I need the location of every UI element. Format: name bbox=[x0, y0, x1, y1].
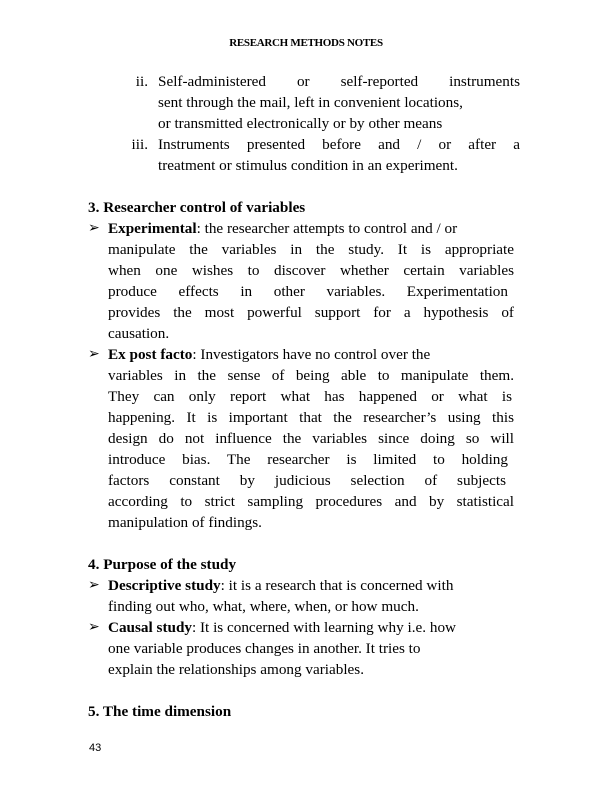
bullet-term: Descriptive study bbox=[108, 577, 221, 594]
bullet-line: happening. It is important that the researcher’s using this bbox=[108, 409, 514, 426]
bullet-term: Ex post facto bbox=[108, 346, 193, 363]
bullet-term: Experimental bbox=[108, 220, 197, 237]
bullet-first-line bbox=[108, 344, 430, 365]
running-header: RESEARCH METHODS NOTES bbox=[229, 37, 383, 49]
bullet-line: explain the relationships among variables. bbox=[108, 661, 365, 678]
list-item-line: Self-administered or self-reported instruments bbox=[158, 73, 520, 90]
bullet-text: : It is concerned with learning why i.e. how bbox=[191, 619, 457, 636]
bullet-line: one variable produces changes in another. It tries to bbox=[108, 640, 421, 657]
section-heading: 4. Purpose of the study bbox=[88, 556, 237, 573]
bullet-text: : Investigators have no control over the bbox=[192, 346, 431, 363]
bullet-line: produce effects in other variables. Experimentation bbox=[108, 283, 508, 300]
bullet-first-line bbox=[108, 617, 456, 638]
bullet-line: introduce bias. The researcher is limited to holding bbox=[108, 451, 508, 468]
bullet-line: when one wishes to discover whether certain variables bbox=[108, 262, 514, 279]
list-numeral: iii. bbox=[131, 136, 148, 153]
list-item-line: sent through the mail, left in convenient locations, bbox=[158, 94, 463, 111]
bullet-line: manipulation of findings. bbox=[108, 514, 262, 531]
bullet-line: finding out who, what, where, when, or how much. bbox=[108, 598, 419, 615]
list-item-line: or transmitted electronically or by other means bbox=[158, 115, 443, 132]
bullet-first-line bbox=[108, 575, 453, 596]
bullet-line: according to strict sampling procedures and by statistical bbox=[108, 493, 514, 510]
bullet-line: factors constant by judicious selection of subjects bbox=[108, 472, 506, 489]
bullet-arrow-icon: ➢ bbox=[88, 347, 100, 362]
bullet-term: Causal study bbox=[108, 619, 192, 636]
bullet-line: They can only report what has happened or what is bbox=[108, 388, 512, 405]
section-heading: 5. The time dimension bbox=[88, 703, 232, 720]
bullet-line: design do not influence the variables since doing so will bbox=[108, 430, 514, 447]
section-heading: 3. Researcher control of variables bbox=[88, 199, 306, 216]
bullet-line: provides the most powerful support for a hypothesis of bbox=[108, 304, 514, 321]
bullet-line: causation. bbox=[108, 325, 170, 342]
bullet-line: manipulate the variables in the study. It is appropriate bbox=[108, 241, 514, 258]
list-item-line: treatment or stimulus condition in an experiment. bbox=[158, 157, 458, 174]
bullet-text: : it is a research that is concerned with bbox=[220, 577, 454, 594]
bullet-text: : the researcher attempts to control and / or bbox=[196, 220, 458, 237]
bullet-arrow-icon: ➢ bbox=[88, 620, 100, 635]
list-numeral: ii. bbox=[135, 73, 148, 90]
bullet-line: variables in the sense of being able to manipulate them. bbox=[108, 367, 514, 384]
bullet-arrow-icon: ➢ bbox=[88, 578, 100, 593]
page-number: 43 bbox=[89, 742, 102, 754]
bullet-arrow-icon: ➢ bbox=[88, 221, 100, 236]
list-item-line: Instruments presented before and / or after a bbox=[158, 136, 520, 153]
bullet-first-line bbox=[108, 218, 457, 239]
